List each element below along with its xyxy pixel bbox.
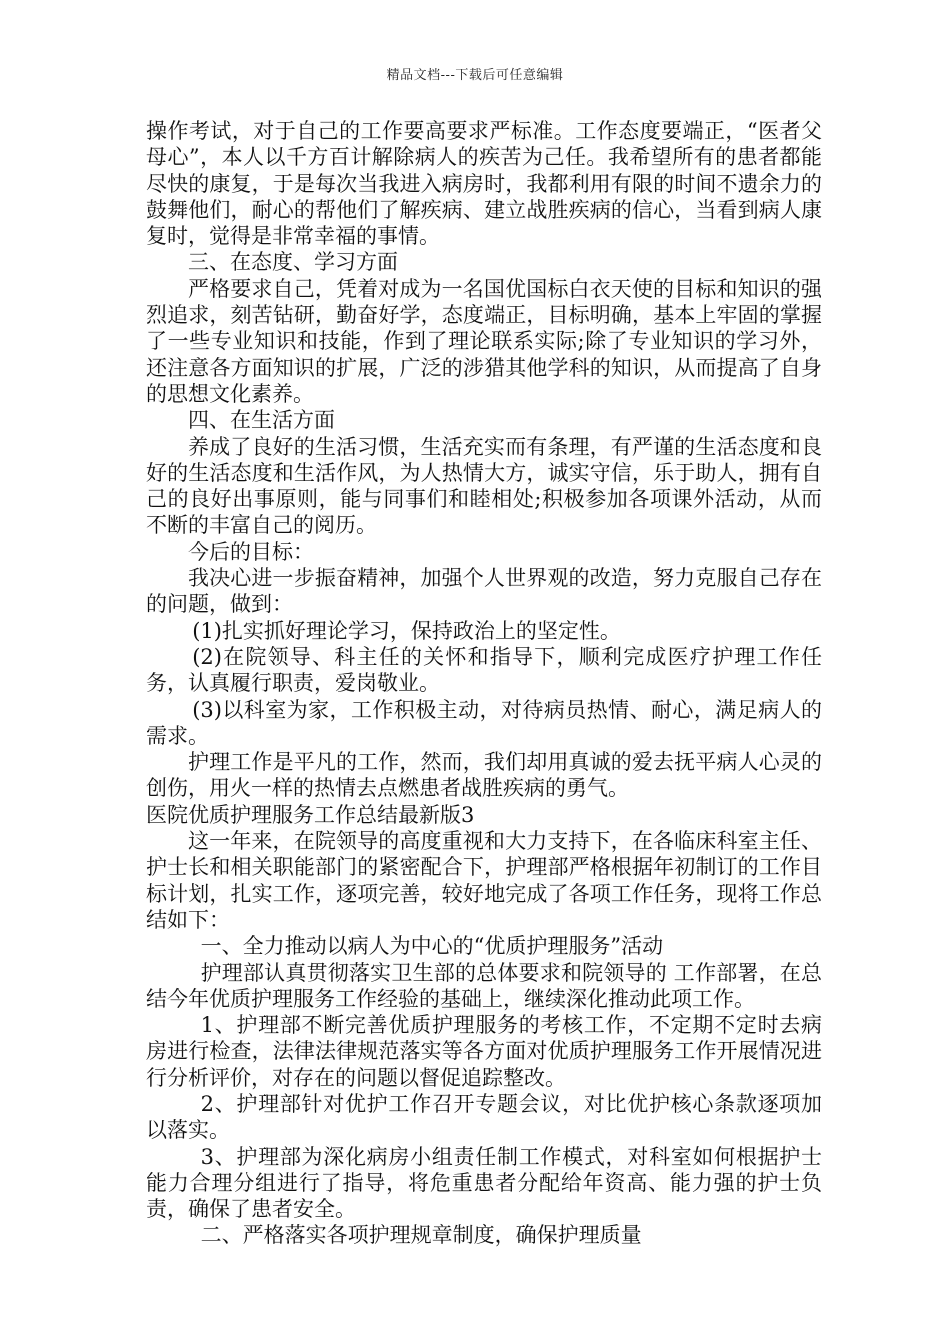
paragraph-life: 养成了良好的生活习惯，生活充实而有条理，有严谨的生活态度和良好的生活态度和生活作风，为人热情大方，诚实守信，乐于助人，拥有自己的良好出事原则，能与同事们和睦相处;积极参加各项课外活动，从而不断的丰富自己的阅历。 — [146, 434, 822, 538]
list-item-measure-2: 2、护理部针对优护工作召开专题会议，对比优护核心条款逐项加以落实。 — [146, 1091, 822, 1143]
paragraph-year-summary: 这一年来，在院领导的高度重视和大力支持下，在各临床科室主任、护士长和相关职能部门的紧密配合下，护理部严格根据年初制订的工作目标计划，扎实工作，逐项完善，较好地完成了各项工作任务，现将工作总结如下： — [146, 829, 822, 932]
list-item-goal-1: (1)扎实抓好理论学习，保持政治上的坚定性。 — [192, 618, 621, 643]
section-heading-regulations: 二、严格落实各项护理规章制度，确保护理质量 — [200, 1223, 642, 1248]
list-item-measure-3: 3、护理部为深化病房小组责任制工作模式，对科室如何根据护士能力合理分组进行了指导，将危重患者分配给年资高、能力强的护士负责，确保了患者安全。 — [146, 1144, 822, 1222]
list-item-goal-2: (2)在院领导、科主任的关怀和指导下，顺利完成医疗护理工作任务，认真履行职责，爱岗敬业。 — [146, 644, 822, 696]
paragraph-quality-nursing: 护理部认真贯彻落实卫生部的总体要求和院领导的 工作部署，在总结今年优质护理服务工作经验的基础上，继续深化推动此项工作。 — [146, 960, 822, 1011]
paragraph-nursing-work: 护理工作是平凡的工作，然而，我们却用真诚的爱去抚平病人心灵的创伤，用火一样的热情去点燃患者战胜疾病的勇气。 — [146, 750, 822, 801]
section-heading-attitude-study: 三、在态度、学习方面 — [188, 250, 398, 275]
section-heading-life: 四、在生活方面 — [188, 408, 335, 433]
list-item-measure-1: 1、护理部不断完善优质护理服务的考核工作，不定期不定时去病房进行检查，法律法律规范落实等各方面对优质护理服务工作开展情况进行分析评价，对存在的问题以督促追踪整改。 — [146, 1013, 822, 1090]
paragraph-attitude-study: 严格要求自己，凭着对成为一名国优国标白衣天使的目标和知识的强烈追求，刻苦钻研，勤奋好学，态度端正，目标明确，基本上牢固的掌握了一些专业知识和技能，作到了理论联系实际;除了专业知识的学习外，还注意各方面知识的扩展，广泛的涉猎其他学科的知识，从而提高了自身的思想文化素养。 — [146, 276, 822, 406]
list-item-goal-3: (3)以科室为家，工作积极主动，对待病员热情、耐心，满足病人的需求。 — [146, 697, 822, 748]
paragraph-determination: 我决心进一步振奋精神，加强个人世界观的改造，努力克服自己存在的问题，做到： — [146, 566, 822, 617]
paragraph-continuation: 操作考试，对于自己的工作要高要求严标准。工作态度要端正，“医者父母心”，本人以千方百计解除病人的疾苦为己任。我希望所有的患者都能尽快的康复，于是每次当我进入病房时，我都利用有限的时间不遗余力的鼓舞他们，耐心的帮他们了解疾病、建立战胜疾病的信心，当看到病人康复时，觉得是非常幸福的事情。 — [146, 119, 822, 249]
document-body — [146, 118, 822, 1249]
section-heading-quality-nursing: 一、全力推动以病人为中心的“优质护理服务”活动 — [200, 934, 664, 959]
article-title: 医院优质护理服务工作总结最新版3 — [146, 802, 475, 827]
page-header: 精品文档---下载后可任意编辑 — [386, 68, 564, 83]
heading-future-goals: 今后的目标： — [188, 539, 314, 564]
